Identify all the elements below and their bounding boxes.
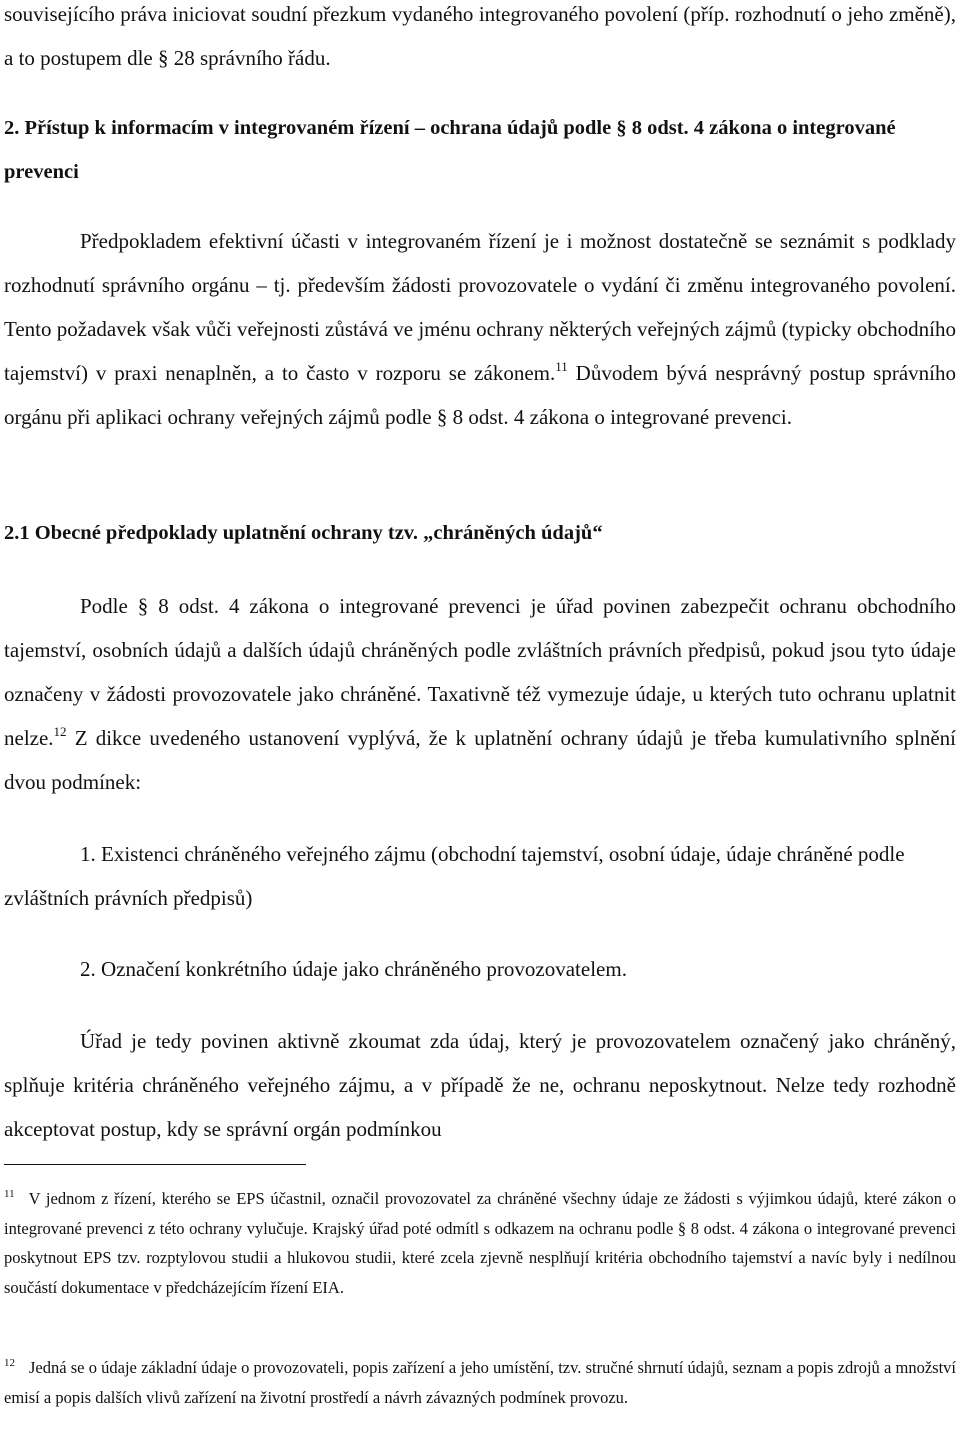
section-2-1-heading: 2.1 Obecné předpoklady uplatnění ochrany tzv. „chráněných údajů“: [4, 522, 603, 544]
footnote-12-text: Jedná se o údaje základní údaje o provozovateli, popis zařízení a jeho umístění, tzv. stručné shrnutí údajů, seznam a popis zdrojů a množství emisí a popis dalších vlivů zařízení na životní prostředí a návrh závazných podmínek provozu.: [4, 1358, 956, 1407]
footnote-reference-12[interactable]: 12: [53, 724, 67, 739]
section-2-1-text-part-2: Z dikce uvedeného ustanovení vyplývá, že k uplatnění ochrany údajů je třeba kumulativního splnění dvou podmínek:: [4, 726, 956, 794]
section-2-1-conclusion: Úřad je tedy povinen aktivně zkoumat zda údaj, který je provozovatelem označený jako chráněný, splňuje kritéria chráněného veřejného zájmu, a v případě že ne, ochranu neposkytnout. Nelze tedy rozhodně akceptovat postup, kdy se správní orgán podmínkou: [4, 1029, 956, 1141]
footnote-11: [4, 1184, 956, 1302]
section-2-1-text-part-1: Podle § 8 odst. 4 zákona o integrované prevenci je úřad povinen zabezpečit ochranu obchodního tajemství, osobních údajů a dalších údajů chráněných podle zvláštních právních předpisů, pokud jsou tyto údaje označeny v žádosti provozovatele jako chráněné. Taxativně též vymezuje údaje, u kterých tuto ochranu uplatnit nelze.: [4, 594, 956, 750]
footnote-number-11: 11: [4, 1188, 15, 1200]
section-2-heading: 2. Přístup k informacím v integrovaném řízení – ochrana údajů podle § 8 odst. 4 zákona o integrované prevenci: [4, 117, 896, 183]
intro-paragraph: souvisejícího práva iniciovat soudní přezkum vydaného integrovaného povolení (příp. rozhodnutí o jeho změně), a to postupem dle § 28 správního řádu.: [4, 2, 956, 70]
section-2-text-part-1: Předpokladem efektivní účasti v integrovaném řízení je i možnost dostatečně se seznámit s podklady rozhodnutí správního orgánu – tj. především žádosti provozovatele o vydání či změnu integrovaného povolení. Tento požadavek však vůči veřejnosti zůstává ve jménu ochrany některých veřejných zájmů (typicky obchodního tajemství) v praxi nenaplněn, a to často v rozporu se zákonem.: [4, 229, 956, 385]
footnote-11-text: V jednom z řízení, kterého se EPS účastnil, označil provozovatel za chráněné všechny údaje ze žádosti s výjimkou údajů, které zákon o integrované prevenci z této ochrany vylučuje. Krajský úřad poté odmítl s odkazem na ochranu podle § 8 odst. 4 zákona o integrované prevenci poskytnout EPS tzv. rozptylovou studii a hlukovou studii, které zcela zjevně nesplňují kritéria obchodního tajemství a navíc byly i nedílnou součástí dokumentace v předcházejícím řízení EIA.: [4, 1189, 956, 1297]
footnote-separator: [4, 1164, 306, 1165]
section-2-1-paragraph: [4, 584, 956, 804]
condition-2: 2. Označení konkrétního údaje jako chráněného provozovatelem.: [80, 957, 627, 981]
footnote-number-12: 12: [4, 1357, 15, 1369]
condition-1: 1. Existenci chráněného veřejného zájmu (obchodní tajemství, osobní údaje, údaje chráněné podle zvláštních právních předpisů): [4, 842, 905, 910]
footnote-reference-11[interactable]: 11: [555, 359, 568, 374]
section-2-text-part-2: Důvodem bývá nesprávný postup správního orgánu při aplikaci ochrany veřejných zájmů podle § 8 odst. 4 zákona o integrované prevenci.: [4, 361, 956, 429]
section-2-paragraph: [4, 219, 956, 439]
footnote-12: [4, 1353, 956, 1412]
